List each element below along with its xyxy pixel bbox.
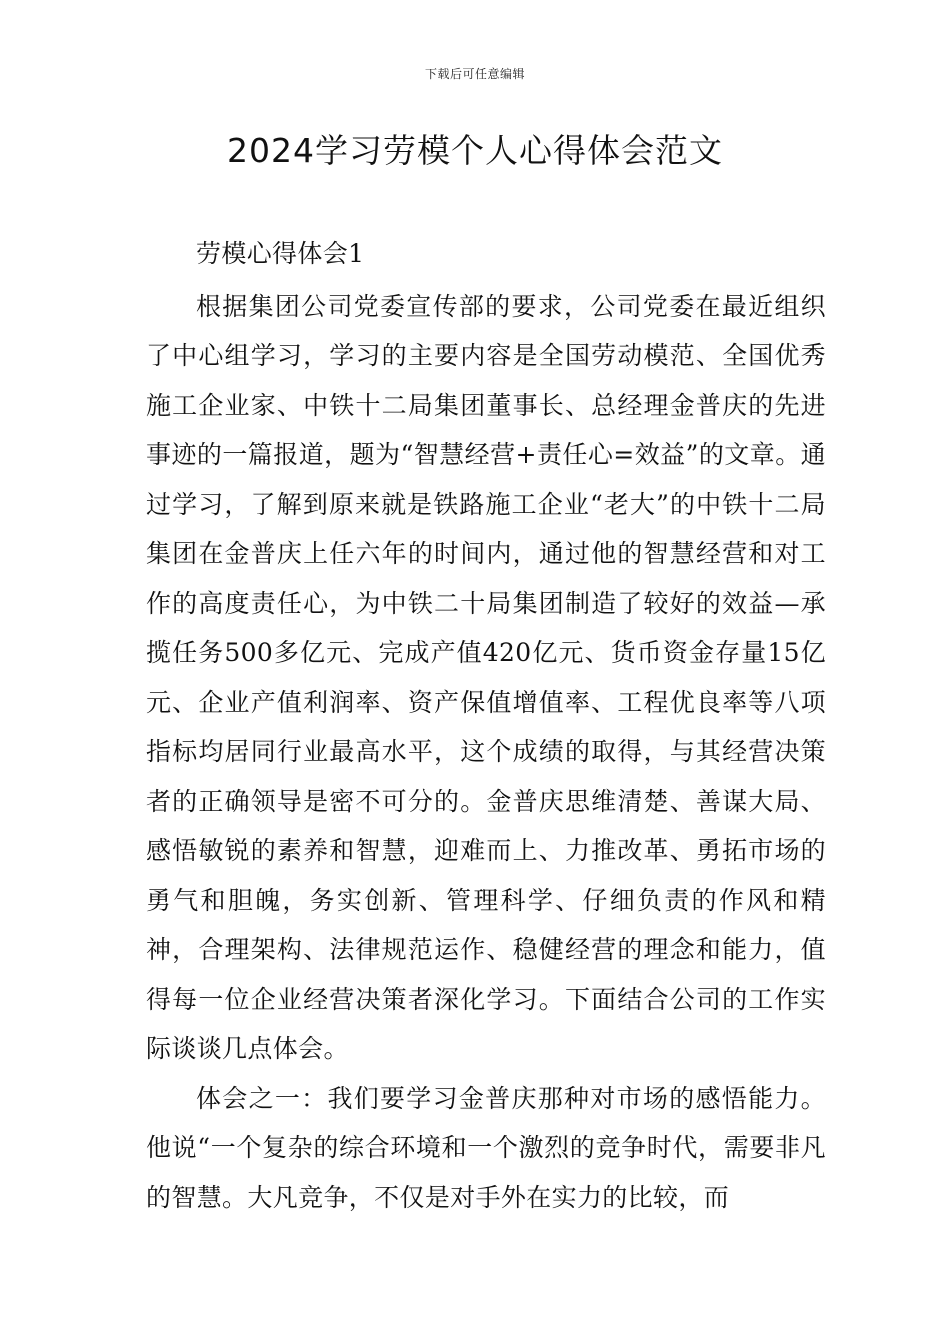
- document-title: 2024学习劳模个人心得体会范文: [227, 131, 723, 170]
- paragraph-2: 体会之一：我们要学习金普庆那种对市场的感悟能力。他说“一个复杂的综合环境和一个激烈的竞争时代，需要非凡的智慧。大凡竞争，不仅是对手外在实力的比较，而: [146, 1083, 826, 1212]
- header-note: 下载后可任意编辑: [424, 67, 525, 81]
- document-body: [146, 229, 826, 1222]
- paragraph-1: 根据集团公司党委宣传部的要求，公司党委在最近组织了中心组学习，学习的主要内容是全国劳动模范、全国优秀施工企业家、中铁十二局集团董事长、总经理金普庆的先进事迹的一篇报道，题为“智慧经营+责任心=效益”的文章。通过学习，了解到原来就是铁路施工企业“老大”的中铁十二局集团在金普庆上任六年的时间内，通过他的智慧经营和对工作的高度责任心，为中铁二十局集团制造了较好的效益—承揽任务500多亿元、完成产值420亿元、货币资金存量15亿元、企业产值利润率、资产保值增值率、工程优良率等八项指标均居同行业最高水平，这个成绩的取得，与其经营决策者的正确领导是密不可分的。金普庆思维清楚、善谋大局、感悟敏锐的素养和智慧，迎难而上、力推改革、勇拓市场的勇气和胆魄，务实创新、管理科学、仔细负责的作风和精神，合理架构、法律规范运作、稳健经营的理念和能力，值得每一位企业经营决策者深化学习。下面结合公司的工作实际谈谈几点体会。: [146, 291, 826, 1063]
- section-heading: 劳模心得体会1: [196, 239, 365, 268]
